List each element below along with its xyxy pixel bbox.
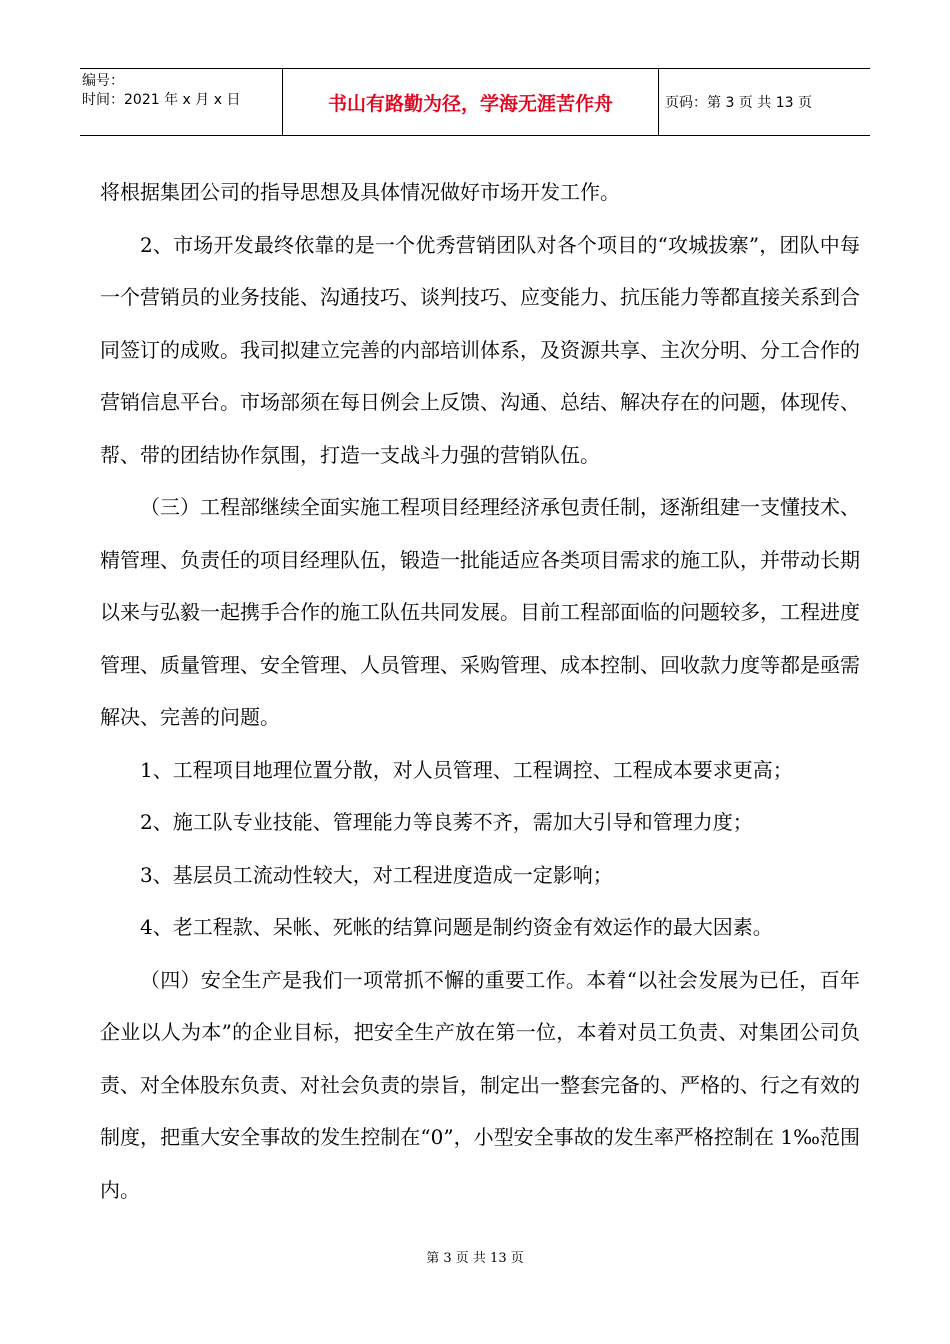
paragraph-marketing-team: 2、市场开发最终依靠的是一个优秀营销团队对各个项目的“攻城拔寨”，团队中每一个营销员的业务技能、沟通技巧、谈判技巧、应变能力、抗压能力等都直接关系到合同签订的成败。我司拟建立完善的内部培训体系，及资源共享、主次分明、分工合作的营销信息平台。市场部须在每日例会上反馈、沟通、总结、解决存在的问题，体现传、帮、带的团结协作氛围，打造一支战斗力强的营销队伍。 bbox=[100, 232, 860, 467]
page-footer: 第 3 页 共 13 页 bbox=[426, 1251, 524, 1266]
document-body bbox=[100, 166, 860, 1216]
header-page-info: 页码：第 3 页 共 13 页 bbox=[665, 95, 812, 111]
list-item-issue-3: 3、基层员工流动性较大，对工程进度造成一定影响； bbox=[140, 862, 613, 887]
document-number-label: 编号： bbox=[82, 73, 124, 89]
paragraph-continuation: 将根据集团公司的指导思想及具体情况做好市场开发工作。 bbox=[100, 180, 620, 204]
list-item-issue-1: 1、工程项目地理位置分散，对人员管理、工程调控、工程成本要求更高； bbox=[140, 757, 793, 782]
paragraph-engineering: （三）工程部继续全面实施工程项目经理经济承包责任制，逐渐组建一支懂技术、精管理、负责任的项目经理队伍，锻造一批能适应各类项目需求的施工队，并带动长期以来与弘毅一起携手合作的施工队伍共同发展。目前工程部面临的问题较多，工程进度管理、质量管理、安全管理、人员管理、采购管理、成本控制、回收款力度等都是亟需解决、完善的问题。 bbox=[100, 495, 860, 729]
paragraph-safety: （四）安全生产是我们一项常抓不懈的重要工作。本着“以社会发展为已任，百年企业以人为本”的企业目标，把安全生产放在第一位，本着对员工负责、对集团公司负责、对全体股东负责、对社会负责的崇旨，制定出一整套完备的、严格的、行之有效的制度，把重大安全事故的发生控制在“0”，小型安全事故的发生率严格控制在 1‰范围内。 bbox=[100, 967, 860, 1202]
list-item-issue-2: 2、施工队专业技能、管理能力等良莠不齐，需加大引导和管理力度； bbox=[140, 810, 753, 834]
document-date: 时间：2021 年 x 月 x 日 bbox=[82, 92, 241, 108]
list-item-issue-4: 4、老工程款、呆帐、死帐的结算问题是制约资金有效运作的最大因素。 bbox=[140, 915, 773, 939]
header-meta bbox=[80, 69, 283, 135]
header-motto: 书山有路勤为径，学海无涯苦作舟 bbox=[283, 69, 659, 135]
page-header bbox=[80, 68, 870, 136]
